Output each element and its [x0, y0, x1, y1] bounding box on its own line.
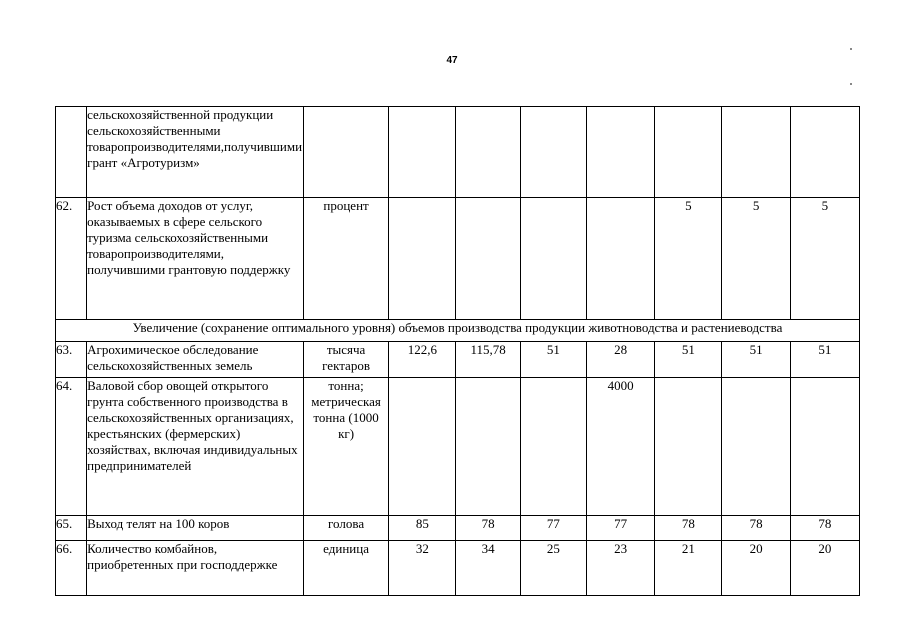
- row-number: 65.: [56, 516, 87, 541]
- row-number: [56, 107, 87, 198]
- table-row: [56, 378, 860, 516]
- value-cell: 78: [722, 516, 790, 541]
- unit-cell: [303, 107, 388, 198]
- value-cell: [586, 198, 654, 320]
- value-cell: 78: [456, 516, 520, 541]
- value-cell: 77: [520, 516, 586, 541]
- indicator-name: Рост объема доходов от услуг, оказываемых в сфере сельского туризма сельскохозяйственными товаропроизводителями, получившими грантовую поддержку: [87, 198, 304, 320]
- section-title: Увеличение (сохранение оптимального уровня) объемов производства продукции животноводства и растениеводства: [56, 320, 860, 342]
- value-cell: [456, 107, 520, 198]
- value-cell: [389, 198, 456, 320]
- value-cell: [520, 198, 586, 320]
- value-cell: 122,6: [389, 342, 456, 378]
- table-row: [56, 342, 860, 378]
- value-cell: [389, 378, 456, 516]
- unit-cell: голова: [303, 516, 388, 541]
- value-cell: 28: [586, 342, 654, 378]
- value-cell: [790, 107, 859, 198]
- value-cell: 34: [456, 541, 520, 596]
- value-cell: 51: [790, 342, 859, 378]
- value-cell: [456, 198, 520, 320]
- value-cell: 5: [655, 198, 722, 320]
- value-cell: [655, 107, 722, 198]
- row-number: 62.: [56, 198, 87, 320]
- unit-cell: тонна; метрическая тонна (1000 кг): [303, 378, 388, 516]
- scan-speck: [850, 48, 852, 50]
- value-cell: 32: [389, 541, 456, 596]
- unit-cell: процент: [303, 198, 388, 320]
- table-row: [56, 198, 860, 320]
- value-cell: 4000: [586, 378, 654, 516]
- value-cell: 5: [790, 198, 859, 320]
- value-cell: 115,78: [456, 342, 520, 378]
- value-cell: [655, 378, 722, 516]
- value-cell: [520, 107, 586, 198]
- section-row: [56, 320, 860, 342]
- value-cell: 25: [520, 541, 586, 596]
- value-cell: [790, 378, 859, 516]
- value-cell: 51: [520, 342, 586, 378]
- table-row: [56, 107, 860, 198]
- row-number: 66.: [56, 541, 87, 596]
- table-row: [56, 516, 860, 541]
- value-cell: 78: [655, 516, 722, 541]
- scan-speck: [850, 83, 852, 85]
- indicator-name: Количество комбайнов, приобретенных при господдержке: [87, 541, 304, 596]
- value-cell: 20: [790, 541, 859, 596]
- row-number: 64.: [56, 378, 87, 516]
- value-cell: [722, 378, 790, 516]
- indicator-name: Агрохимическое обследование сельскохозяйственных земель: [87, 342, 304, 378]
- value-cell: [456, 378, 520, 516]
- value-cell: 20: [722, 541, 790, 596]
- value-cell: [389, 107, 456, 198]
- indicator-name: сельскохозяйственной продукции сельскохозяйственными товаропроизводителями,получившими грант «Агротуризм»: [87, 107, 304, 198]
- value-cell: [722, 107, 790, 198]
- unit-cell: тысяча гектаров: [303, 342, 388, 378]
- value-cell: [520, 378, 586, 516]
- indicators-table: [55, 106, 860, 596]
- page-number: 47: [446, 55, 458, 66]
- unit-cell: единица: [303, 541, 388, 596]
- indicator-name: Выход телят на 100 коров: [87, 516, 304, 541]
- table-row: [56, 541, 860, 596]
- value-cell: 21: [655, 541, 722, 596]
- indicator-name: Валовой сбор овощей открытого грунта собственного производства в сельскохозяйственных организациях, крестьянских (фермерских) хозяйствах, включая индивидуальных предпринимателей: [87, 378, 304, 516]
- row-number: 63.: [56, 342, 87, 378]
- value-cell: 51: [722, 342, 790, 378]
- value-cell: 77: [586, 516, 654, 541]
- value-cell: [586, 107, 654, 198]
- value-cell: 51: [655, 342, 722, 378]
- value-cell: 5: [722, 198, 790, 320]
- value-cell: 23: [586, 541, 654, 596]
- value-cell: 78: [790, 516, 859, 541]
- value-cell: 85: [389, 516, 456, 541]
